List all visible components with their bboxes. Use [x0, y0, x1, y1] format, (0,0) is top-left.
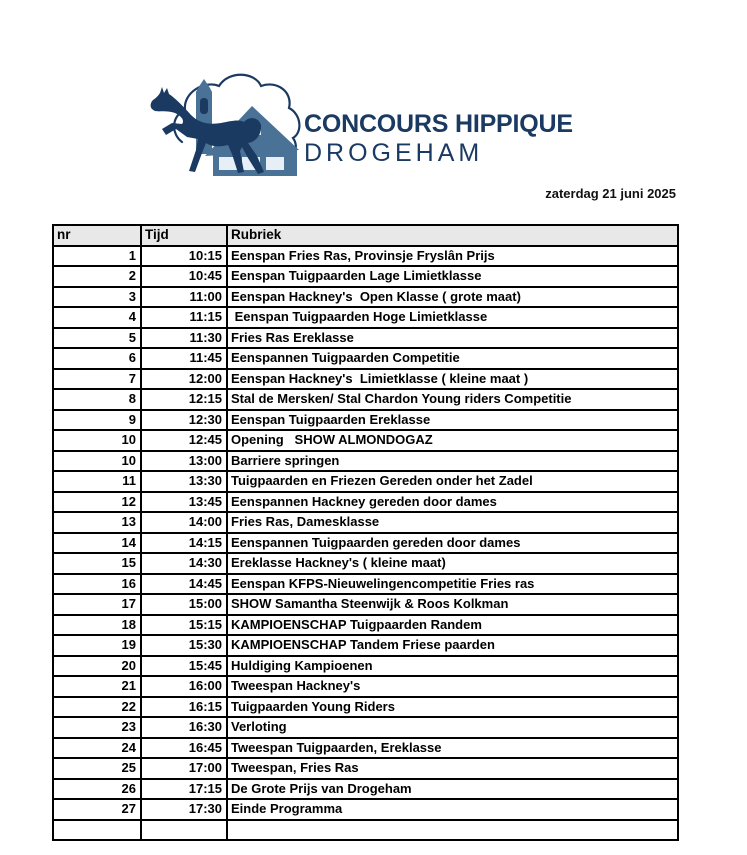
table-row	[53, 738, 678, 759]
cell-tijd: 11:00	[141, 287, 227, 308]
logo-subtitle: DROGEHAM	[304, 139, 484, 167]
cell-rubriek: Huldiging Kampioenen	[227, 656, 678, 677]
cell-tijd: 11:15	[141, 307, 227, 328]
table-row	[53, 697, 678, 718]
cell-rubriek: Eenspan KFPS-Nieuwelingencompetitie Fries ras	[227, 574, 678, 595]
schedule-table	[52, 224, 679, 841]
cell-rubriek: KAMPIOENSCHAP Tandem Friese paarden	[227, 635, 678, 656]
cell-rubriek: Stal de Mersken/ Stal Chardon Young riders Competitie	[227, 389, 678, 410]
table-row	[53, 533, 678, 554]
cell-tijd: 16:15	[141, 697, 227, 718]
cell-rubriek: Eenspan Fries Ras, Provinsje Fryslân Prijs	[227, 246, 678, 267]
cell-rubriek: Verloting	[227, 717, 678, 738]
cell-tijd: 14:30	[141, 553, 227, 574]
cell-tijd: 17:15	[141, 779, 227, 800]
cell-nr: 4	[53, 307, 141, 328]
cell-tijd: 11:45	[141, 348, 227, 369]
cell-tijd: 10:45	[141, 266, 227, 287]
cell-rubriek: Ereklasse Hackney's ( kleine maat)	[227, 553, 678, 574]
event-date: zaterdag 21 juni 2025	[545, 186, 676, 201]
table-row	[53, 799, 678, 820]
cell-rubriek: Eenspan Hackney's Limietklasse ( kleine maat )	[227, 369, 678, 390]
cell-nr: 10	[53, 430, 141, 451]
table-row	[53, 369, 678, 390]
table-row	[53, 574, 678, 595]
cell-nr: 12	[53, 492, 141, 513]
cell-nr: 9	[53, 410, 141, 431]
cell-tijd: 12:15	[141, 389, 227, 410]
cell-rubriek: De Grote Prijs van Drogeham	[227, 779, 678, 800]
schedule-body	[53, 246, 678, 841]
cell-nr: 16	[53, 574, 141, 595]
cell-rubriek: Eenspan Tuigpaarden Lage Limietklasse	[227, 266, 678, 287]
header-tijd: Tijd	[141, 225, 227, 246]
cell-nr: 5	[53, 328, 141, 349]
cell-tijd: 15:45	[141, 656, 227, 677]
cell-nr: 24	[53, 738, 141, 759]
header-rubriek: Rubriek	[227, 225, 678, 246]
cell-nr: 17	[53, 594, 141, 615]
cell-tijd: 10:15	[141, 246, 227, 267]
cell-nr: 22	[53, 697, 141, 718]
cell-tijd: 14:45	[141, 574, 227, 595]
cell-nr: 11	[53, 471, 141, 492]
table-row	[53, 451, 678, 472]
cell-nr: 13	[53, 512, 141, 533]
table-row	[53, 615, 678, 636]
cell-nr: 23	[53, 717, 141, 738]
table-row	[53, 553, 678, 574]
table-row	[53, 266, 678, 287]
cell-tijd	[141, 820, 227, 841]
cell-rubriek: Fries Ras, Damesklasse	[227, 512, 678, 533]
cell-rubriek: SHOW Samantha Steenwijk & Roos Kolkman	[227, 594, 678, 615]
cell-tijd: 15:00	[141, 594, 227, 615]
cell-rubriek: Eenspan Tuigpaarden Hoge Limietklasse	[227, 307, 678, 328]
cell-tijd: 13:00	[141, 451, 227, 472]
cell-tijd: 16:00	[141, 676, 227, 697]
cell-rubriek	[227, 820, 678, 841]
cell-rubriek: Barriere springen	[227, 451, 678, 472]
cell-rubriek: Tweespan Tuigpaarden, Ereklasse	[227, 738, 678, 759]
cell-nr: 26	[53, 779, 141, 800]
table-row	[53, 328, 678, 349]
cell-tijd: 14:00	[141, 512, 227, 533]
table-row	[53, 389, 678, 410]
cell-tijd: 12:30	[141, 410, 227, 431]
cell-nr: 10	[53, 451, 141, 472]
cell-nr: 2	[53, 266, 141, 287]
cell-rubriek: Tuigpaarden Young Riders	[227, 697, 678, 718]
table-row	[53, 287, 678, 308]
table-header-row	[53, 225, 678, 246]
cell-nr: 15	[53, 553, 141, 574]
table-row	[53, 246, 678, 267]
header-nr: nr	[53, 225, 141, 246]
cell-nr: 1	[53, 246, 141, 267]
cell-rubriek: Eenspannen Hackney gereden door dames	[227, 492, 678, 513]
table-row	[53, 820, 678, 841]
cell-tijd: 17:00	[141, 758, 227, 779]
table-row	[53, 594, 678, 615]
table-row	[53, 758, 678, 779]
cell-rubriek: Tweespan, Fries Ras	[227, 758, 678, 779]
cell-tijd: 17:30	[141, 799, 227, 820]
table-row	[53, 656, 678, 677]
table-row	[53, 410, 678, 431]
cell-nr: 8	[53, 389, 141, 410]
cell-rubriek: Eenspannen Tuigpaarden Competitie	[227, 348, 678, 369]
cell-nr: 7	[53, 369, 141, 390]
cell-tijd: 13:30	[141, 471, 227, 492]
cell-nr: 14	[53, 533, 141, 554]
table-row	[53, 779, 678, 800]
cell-tijd: 12:45	[141, 430, 227, 451]
cell-nr: 6	[53, 348, 141, 369]
tower-window	[200, 98, 208, 114]
cell-nr: 27	[53, 799, 141, 820]
cell-nr: 3	[53, 287, 141, 308]
cell-tijd: 12:00	[141, 369, 227, 390]
cell-tijd: 14:15	[141, 533, 227, 554]
cell-rubriek: Opening SHOW ALMONDOGAZ	[227, 430, 678, 451]
table-row	[53, 492, 678, 513]
cell-nr: 21	[53, 676, 141, 697]
table-row	[53, 307, 678, 328]
table-row	[53, 348, 678, 369]
cell-nr: 18	[53, 615, 141, 636]
cell-tijd: 15:30	[141, 635, 227, 656]
table-row	[53, 430, 678, 451]
farm-window-3	[266, 157, 284, 170]
cell-nr	[53, 820, 141, 841]
table-row	[53, 717, 678, 738]
cell-nr: 19	[53, 635, 141, 656]
logo-title: CONCOURS HIPPIQUE	[304, 110, 573, 138]
cell-rubriek: Eenspan Hackney's Open Klasse ( grote maat)	[227, 287, 678, 308]
cell-rubriek: Eenspan Tuigpaarden Ereklasse	[227, 410, 678, 431]
cell-rubriek: Einde Programma	[227, 799, 678, 820]
cell-rubriek: Tweespan Hackney's	[227, 676, 678, 697]
table-row	[53, 676, 678, 697]
cell-rubriek: Eenspannen Tuigpaarden gereden door dames	[227, 533, 678, 554]
cell-rubriek: KAMPIOENSCHAP Tuigpaarden Randem	[227, 615, 678, 636]
table-row	[53, 635, 678, 656]
cell-rubriek: Tuigpaarden en Friezen Gereden onder het Zadel	[227, 471, 678, 492]
cell-tijd: 16:45	[141, 738, 227, 759]
table-row	[53, 512, 678, 533]
cell-tijd: 15:15	[141, 615, 227, 636]
table-row	[53, 471, 678, 492]
event-logo	[148, 62, 573, 180]
cell-tijd: 11:30	[141, 328, 227, 349]
cell-nr: 25	[53, 758, 141, 779]
cell-nr: 20	[53, 656, 141, 677]
cell-tijd: 13:45	[141, 492, 227, 513]
logo-horse-farm-icon	[148, 62, 310, 180]
cell-tijd: 16:30	[141, 717, 227, 738]
cell-rubriek: Fries Ras Ereklasse	[227, 328, 678, 349]
